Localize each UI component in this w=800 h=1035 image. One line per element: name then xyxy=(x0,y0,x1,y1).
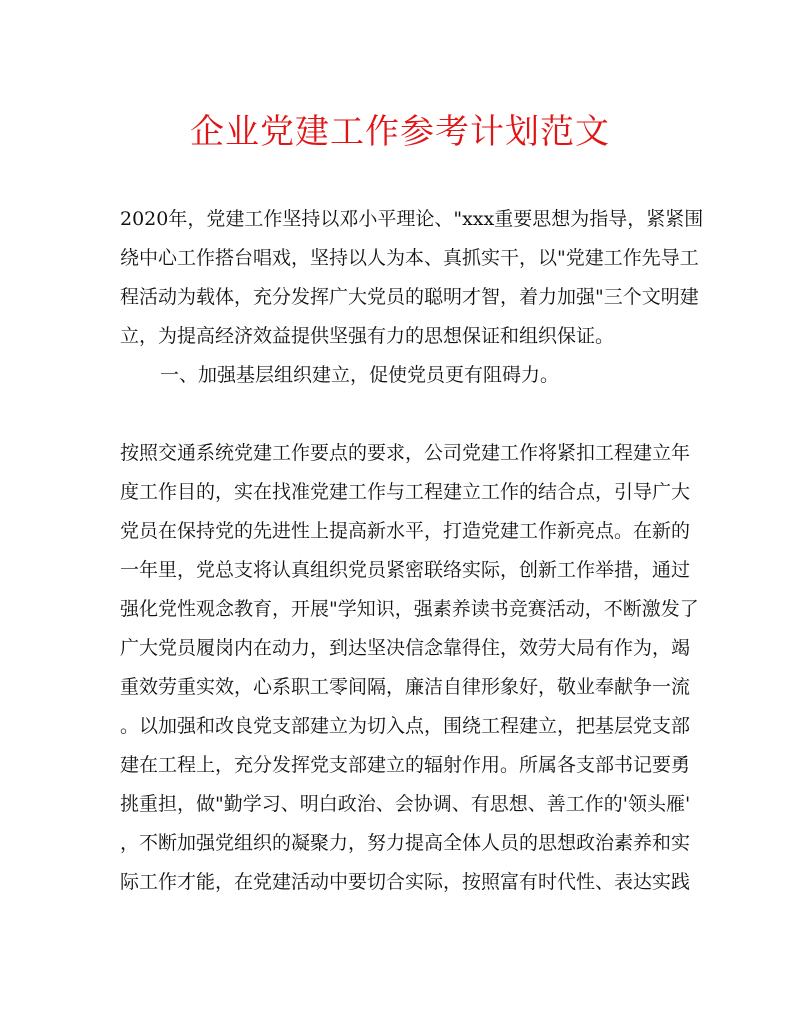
intro-line-2: 绕中心工作搭台唱戏，坚持以人为本、真抓实干，以"党建工作先导工 xyxy=(120,247,699,269)
section-heading: 一、加强基层组织建立，促使党员更有阻碍力。 xyxy=(160,364,560,386)
intro-line-3: 程活动为载体，充分发挥广大党员的聪明才智，着力加强"三个文明建 xyxy=(120,286,699,308)
body-line-3: 党员在保持党的先进性上提高新水平，打造党建工作新亮点。在新的 xyxy=(120,520,691,542)
intro-line-1: 2020年，党建工作坚持以邓小平理论、"xxx重要思想为指导，紧紧围 xyxy=(120,208,704,230)
body-line-6: 广大党员履岗内在动力，到达坚决信念靠得住，效劳大局有作为，竭 xyxy=(120,637,691,659)
intro-line-4: 立，为提高经济效益提供坚强有力的思想保证和组织保证。 xyxy=(120,325,615,347)
body-line-12: 际工作才能，在党建活动中要切合实际，按照富有时代性、表达实践 xyxy=(120,871,691,893)
body-line-4: 一年里，党总支将认真组织党员紧密联络实际，创新工作举措，通过 xyxy=(120,559,691,581)
body-line-2: 度工作目的，实在找准党建工作与工程建立工作的结合点，引导广大 xyxy=(120,481,691,503)
body-line-10: 挑重担，做"勤学习、明白政治、会协调、有思想、善工作的'领头雁' xyxy=(120,793,691,815)
document-title: 企业党建工作参考计划范文 xyxy=(190,112,610,152)
body-line-9: 建在工程上，充分发挥党支部建立的辐射作用。所属各支部书记要勇 xyxy=(120,754,691,776)
body-line-8: 。以加强和改良党支部建立为切入点，围绕工程建立，把基层党支部 xyxy=(120,715,691,737)
body-line-1: 按照交通系统党建工作要点的要求，公司党建工作将紧扣工程建立年 xyxy=(120,442,691,464)
body-line-5: 强化党性观念教育，开展"学知识，强素养读书竞赛活动，不断激发了 xyxy=(120,598,699,620)
body-line-11: ，不断加强党组织的凝聚力，努力提高全体人员的思想政治素养和实 xyxy=(120,832,691,854)
body-line-7: 重效劳重实效，心系职工零间隔，廉洁自律形象好，敬业奉献争一流 xyxy=(120,676,691,698)
